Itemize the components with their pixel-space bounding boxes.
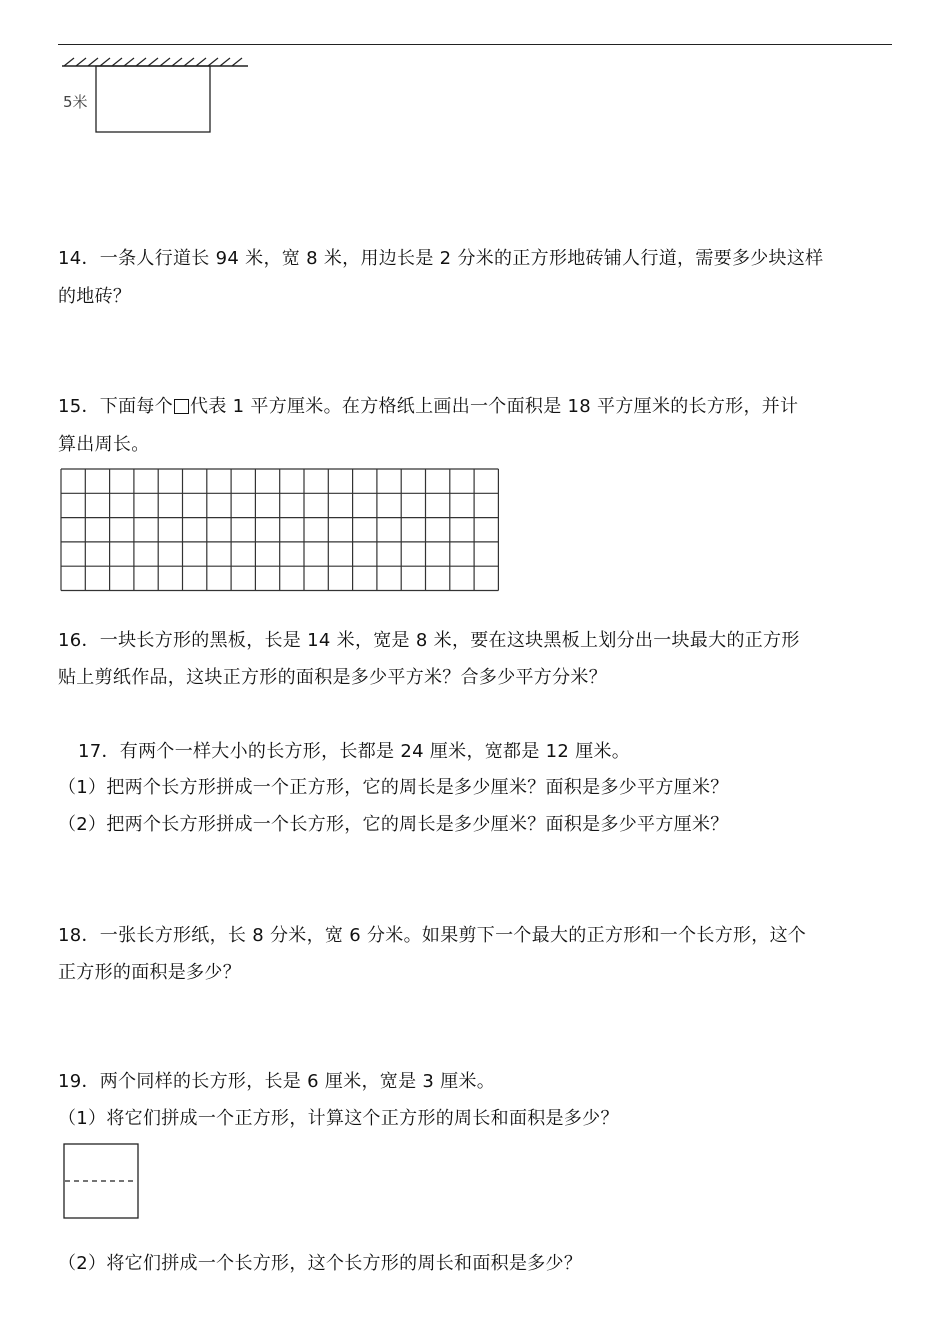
wall-dimension-label: 5米 (63, 93, 88, 111)
square-with-dashed-line-figure (63, 1143, 141, 1221)
q15-line1 (58, 395, 798, 419)
q16-line1: 16．一块长方形的黑板，长是 14 米，宽是 8 米，要在这块黑板上划分出一块最大的正方形 (58, 630, 800, 651)
q18-line1: 18．一张长方形纸，长 8 分米，宽 6 分米。如果剪下一个最大的正方形和一个长方形，这个 (58, 925, 807, 946)
grid-svg (60, 468, 500, 594)
q19-part2: （2）将它们拼成一个长方形，这个长方形的周长和面积是多少？ (58, 1253, 583, 1274)
q15-line2: 算出周长。 (58, 434, 150, 455)
q15-line1-start: 15．下面每个 (58, 396, 174, 417)
q17-part1: （1）把两个长方形拼成一个正方形，它的周长是多少厘米？面积是多少平方厘米？ (58, 777, 729, 798)
q14-line1: 14．一条人行道长 94 米，宽 8 米，用边长是 2 分米的正方形地砖铺人行道，需要多少块这样 (58, 248, 824, 269)
q18-line2: 正方形的面积是多少？ (58, 962, 241, 983)
top-rule (58, 44, 892, 45)
square-grid-paper[interactable] (60, 468, 500, 598)
hanging-rectangle (96, 66, 210, 132)
q16-line2: 贴上剪纸作品，这块正方形的面积是多少平方米？合多少平方分米？ (58, 667, 607, 688)
wall-hatching (64, 58, 242, 66)
q14-line2: 的地砖？ (58, 286, 132, 307)
q15-line1-end: 代表 1 平方厘米。在方格纸上画出一个面积是 18 平方厘米的长方形，并计 (190, 396, 799, 417)
q19-part1: （1）将它们拼成一个正方形，计算这个正方形的周长和面积是多少？ (58, 1108, 619, 1129)
q17-part2: （2）把两个长方形拼成一个长方形，它的周长是多少厘米？面积是多少平方厘米？ (58, 814, 729, 835)
q17-line1: 17．有两个一样大小的长方形，长都是 24 厘米，宽都是 12 厘米。 (78, 741, 631, 762)
q19-line1: 19．两个同样的长方形，长是 6 厘米，宽是 3 厘米。 (58, 1071, 496, 1092)
wall-rectangle-figure (58, 56, 258, 138)
unit-square-symbol (174, 399, 189, 414)
